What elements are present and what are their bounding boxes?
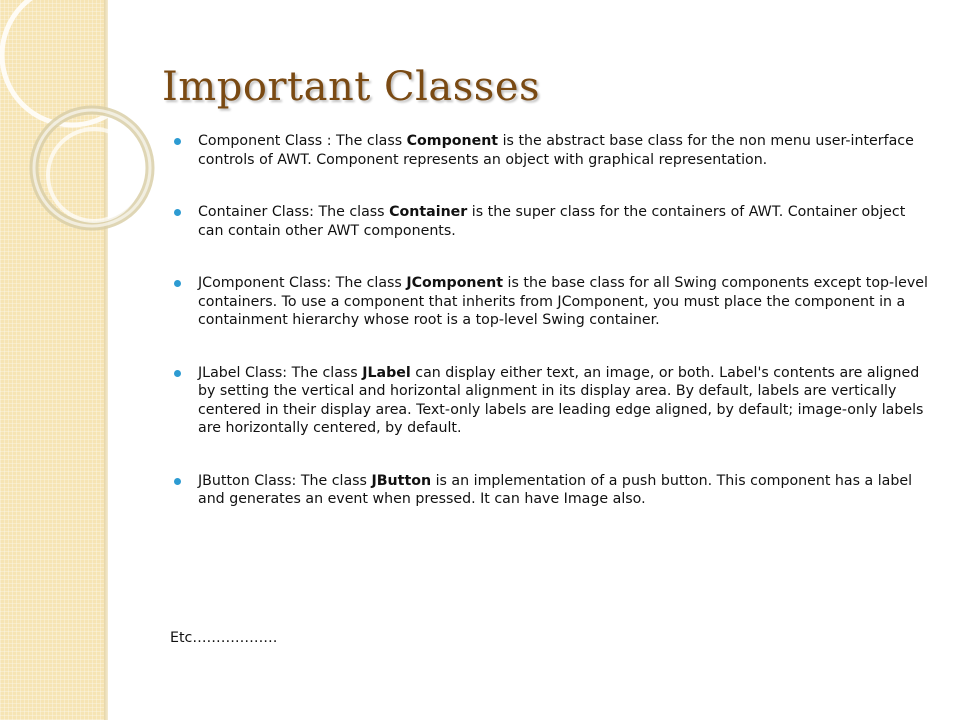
bullet-icon [174,209,181,216]
class-name: JComponent [406,275,504,291]
slide-title: Important Classes [162,64,541,110]
footer-etc-text: Etc……………… [170,630,278,646]
bullet-item-jcomponent [170,274,930,330]
bullet-suffix: is the abstract base class for the non menu user-interface controls of AWT. Component represents an object with graphical representation. [198,133,914,168]
bullet-text [198,133,914,168]
bullet-prefix: JComponent Class: The class [198,275,407,291]
class-name: Container [389,204,468,220]
bullet-item-component [170,132,930,169]
bullet-icon [174,478,181,485]
bullet-suffix: can display either text, an image, or both. Label's contents are aligned by setting the vertical and horizontal alignment in its display area. By default, labels are vertically centered in their display area. Text-only labels are leading edge aligned, by default; image-only labels are horizontally centered, by default. [198,364,924,436]
bullet-prefix: JButton Class: The class [198,472,372,489]
decorative-rings-icon [0,0,160,260]
bullet-list [170,132,930,543]
class-name: JButton [371,472,432,489]
bullet-item-container [170,203,930,240]
bullet-text [198,365,923,437]
bullet-prefix: Container Class: The class [198,204,390,220]
bullet-icon [174,138,181,145]
class-name: JLabel [362,364,411,381]
bullet-icon [174,280,181,287]
bullet-text [198,473,912,508]
class-name: Component [406,133,499,149]
bullet-suffix: is an implementation of a push button. This component has a label and generates an event when pressed. It can have Image also. [198,472,913,507]
bullet-prefix: Component Class : The class [198,133,407,149]
bullet-text [198,204,905,239]
bullet-suffix: is the base class for all Swing components except top-level containers. To use a component that inherits from JComponent, you must place the component in a containment hierarchy whose root is a top-level Swing container. [198,275,928,328]
bullet-prefix: JLabel Class: The class [198,364,363,381]
bullet-icon [174,370,181,377]
bullet-suffix: is the super class for the containers of AWT. Container object can contain other AWT components. [198,204,906,239]
bullet-item-jlabel [170,364,930,438]
bullet-item-jbutton [170,472,930,509]
bullet-text [198,275,928,328]
